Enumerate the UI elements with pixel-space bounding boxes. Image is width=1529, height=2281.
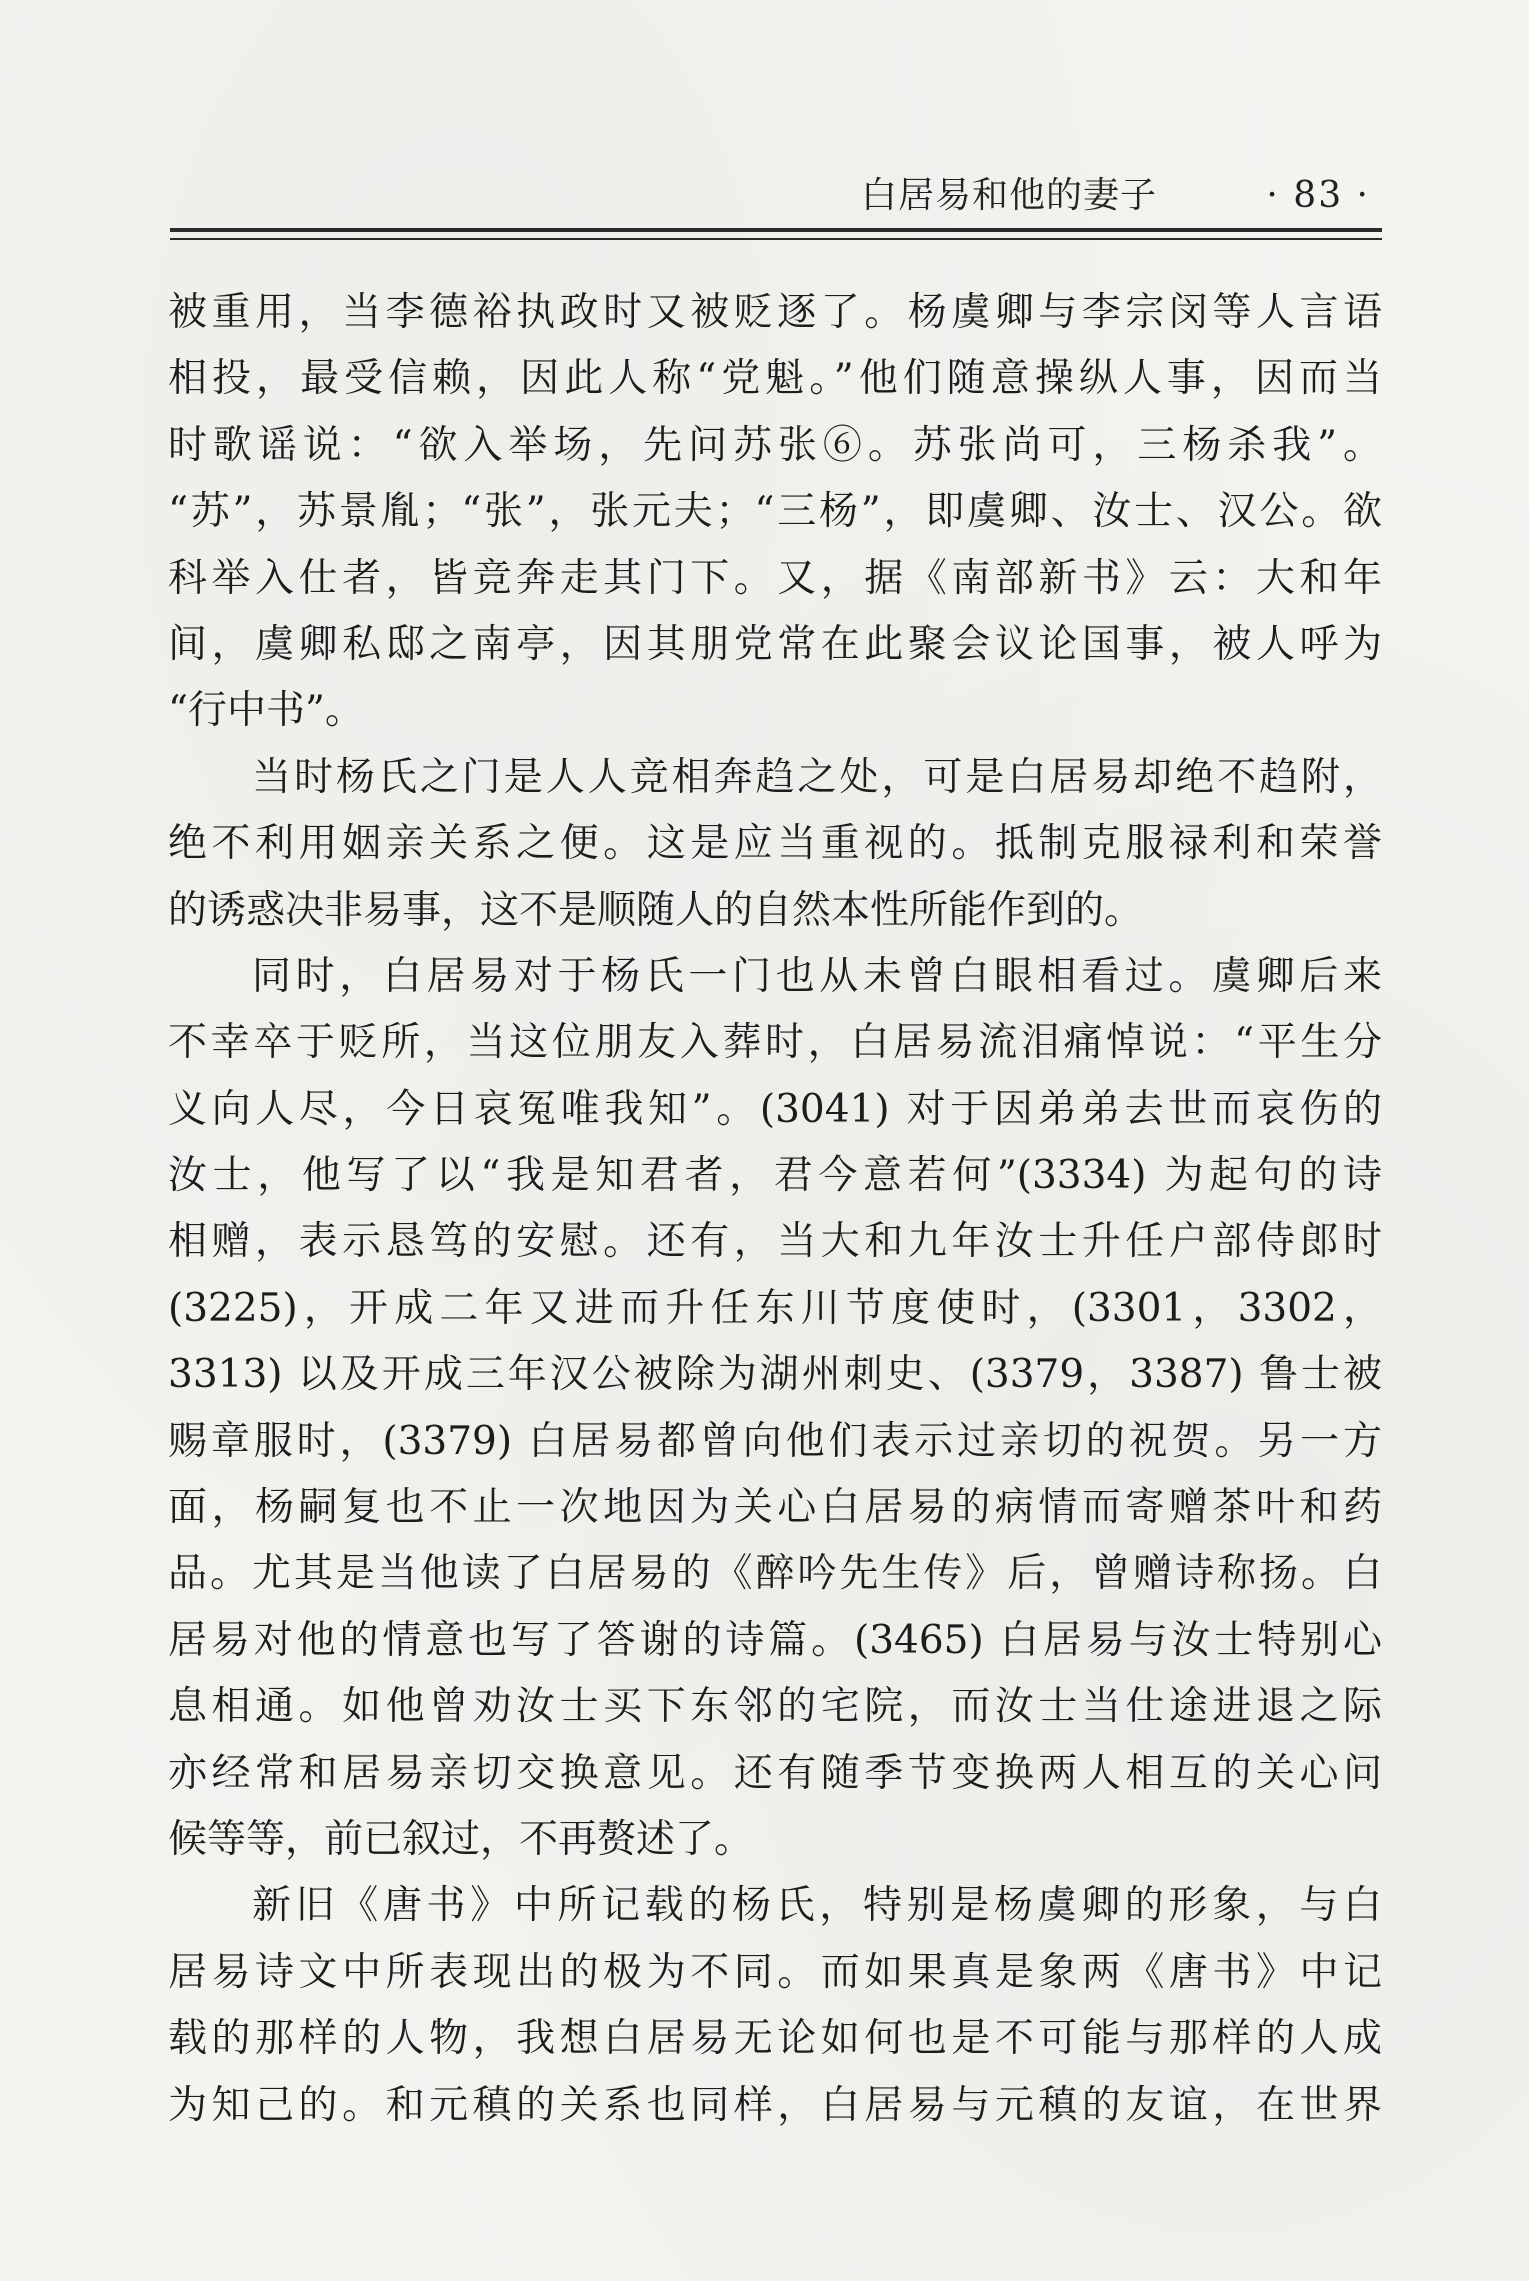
- running-head: [170, 170, 1382, 222]
- text-line: 相投，最受信赖，因此人称“党魁。”他们随意操纵人事，因而当: [168, 356, 1382, 402]
- text-line: 3313) 以及开成三年汉公被除为湖州刺史、(3379，3387) 鲁士被: [168, 1352, 1382, 1398]
- text-line: “苏”，苏景胤；“张”，张元夫；“三杨”，即虞卿、汝士、汉公。欲: [168, 489, 1382, 535]
- text-line: 息相通。如他曾劝汝士买下东邻的宅院，而汝士当仕途进退之际: [168, 1684, 1382, 1730]
- running-head-title: 白居易和他的妻子: [860, 175, 1157, 216]
- text-line: 的诱惑决非易事，这不是顺随人的自然本性所能作到的。: [168, 887, 1144, 933]
- text-line: 义向人尽，今日哀冤唯我知”。(3041) 对于因弟弟去世而哀伤的: [168, 1086, 1382, 1132]
- text-line: 被重用，当李德裕执政时又被贬逐了。杨虞卿与李宗闵等人言语: [168, 290, 1382, 335]
- text-line: 居易诗文中所表现出的极为不同。而如果真是象两《唐书》中记: [168, 1949, 1382, 1995]
- body-text: [168, 280, 1382, 2139]
- text-line: 亦经常和居易亲切交换意见。还有随季节变换两人相互的关心问: [168, 1750, 1382, 1796]
- text-line: 汝士，他写了以“我是知君者，君今意若何”(3334) 为起句的诗: [168, 1153, 1382, 1199]
- text-line: 相赠，表示恳笃的安慰。还有，当大和九年汝士升任户部侍郎时: [168, 1219, 1382, 1265]
- text-line: 时歌谣说：“欲入举场，先问苏张⑥。苏张尚可，三杨杀我”。: [168, 422, 1382, 468]
- text-line: 科举入仕者，皆竞奔走其门下。又，据《南部新书》云：大和年: [168, 555, 1382, 601]
- text-line: 候等等，前已叙过，不再赘述了。: [168, 1816, 754, 1862]
- text-line: “行中书”。: [168, 688, 364, 734]
- text-line: 为知己的。和元稹的关系也同样，白居易与元稹的友谊，在世界: [168, 2082, 1382, 2128]
- text-line: 新旧《唐书》中所记载的杨氏，特别是杨虞卿的形象，与白: [252, 1883, 1382, 1929]
- page-number: · 83 ·: [1266, 175, 1370, 216]
- text-line: 绝不利用姻亲关系之便。这是应当重视的。抵制克服禄利和荣誉: [168, 821, 1382, 867]
- text-line: 当时杨氏之门是人人竞相奔趋之处，可是白居易却绝不趋附，: [252, 754, 1382, 800]
- text-line: 面，杨嗣复也不止一次地因为关心白居易的病情而寄赠茶叶和药: [168, 1485, 1382, 1531]
- text-line: 不幸卒于贬所，当这位朋友入葬时，白居易流泪痛悼说：“平生分: [168, 1020, 1382, 1066]
- text-line: 居易对他的情意也写了答谢的诗篇。(3465) 白居易与汝士特别心: [168, 1617, 1382, 1663]
- text-line: 品。尤其是当他读了白居易的《醉吟先生传》后，曾赠诗称扬。白: [168, 1551, 1382, 1597]
- text-line: 载的那样的人物，我想白居易无论如何也是不可能与那样的人成: [168, 2016, 1382, 2062]
- text-line: 同时，白居易对于杨氏一门也从未曾白眼相看过。虞卿后来: [252, 953, 1382, 999]
- text-line: (3225)，开成二年又进而升任东川节度使时，(3301，3302，: [168, 1285, 1382, 1331]
- text-line: 间，虞卿私邸之南亭，因其朋党常在此聚会议论国事，被人呼为: [168, 621, 1382, 667]
- text-line: 赐章服时，(3379) 白居易都曾向他们表示过亲切的祝贺。另一方: [168, 1418, 1382, 1464]
- header-rule-thin: [170, 238, 1382, 240]
- header-rule-thick: [170, 228, 1382, 232]
